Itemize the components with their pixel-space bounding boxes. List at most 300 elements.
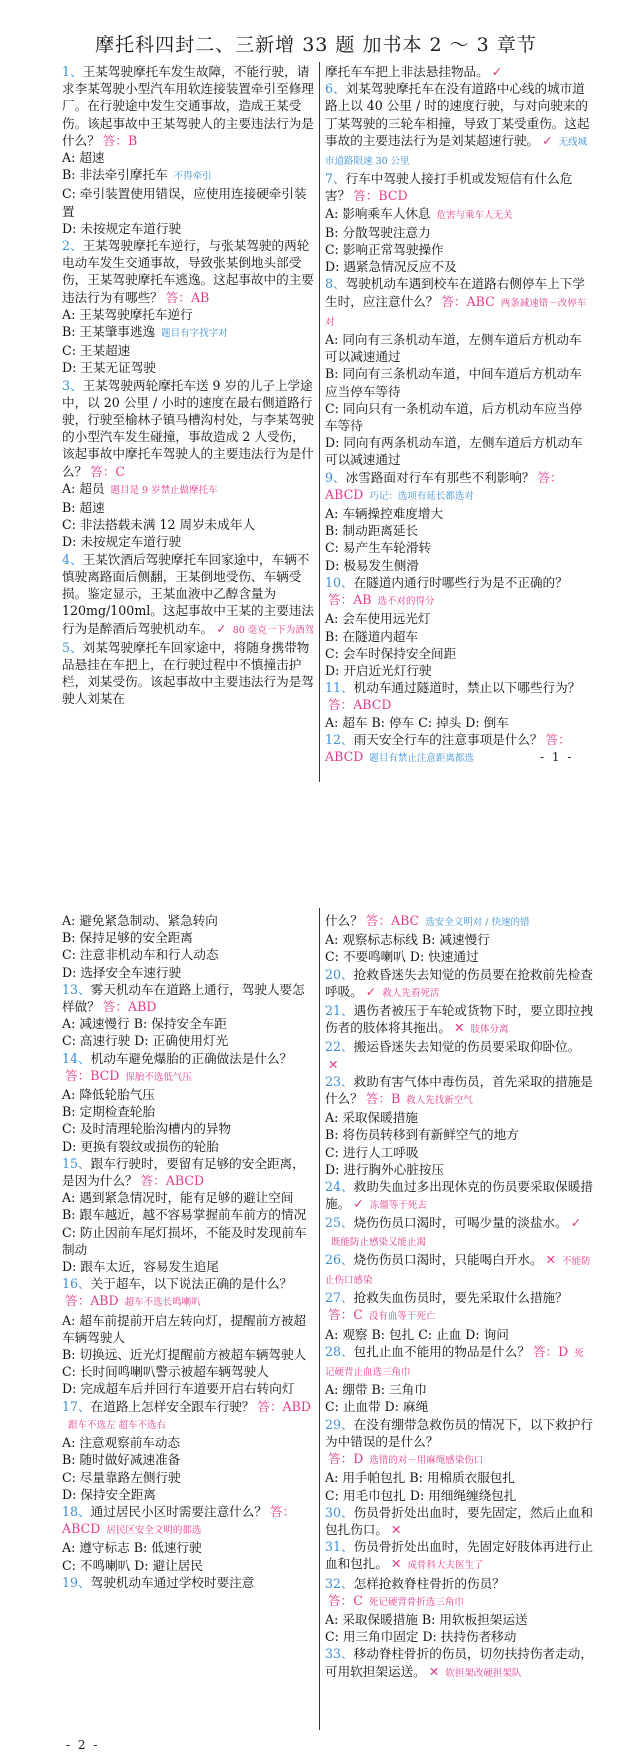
option-text: A: 减速慢行 B: 保持安全车距 bbox=[62, 1016, 227, 1032]
question bbox=[62, 377, 317, 480]
option-text: C: 易产生车轮滑转 bbox=[325, 540, 432, 556]
column-divider bbox=[319, 62, 320, 782]
answer-option bbox=[325, 522, 593, 539]
question-continuation bbox=[325, 1592, 593, 1611]
option-text: A: 超车前提前开启左转向灯，提醒前方被超车辆驾驶人 bbox=[62, 1312, 307, 1345]
question-number: 13、 bbox=[62, 981, 91, 997]
answer-key: 答：ABC bbox=[441, 293, 495, 309]
answer-option bbox=[62, 964, 317, 981]
handwritten-note: 两条减速错－改停车对 bbox=[325, 297, 587, 328]
answer-option bbox=[62, 1380, 317, 1397]
option-text: B: 分散驾驶注意力 bbox=[325, 224, 431, 240]
handwritten-note: 软担架改硬担架队 bbox=[445, 1667, 522, 1679]
question-number: 2、 bbox=[62, 238, 83, 254]
question-text: 什么？ bbox=[325, 913, 363, 928]
answer-option bbox=[325, 628, 593, 645]
answer-key: 答：ABD bbox=[102, 999, 157, 1015]
question bbox=[325, 275, 593, 331]
answer-key: 答：ABCD bbox=[328, 697, 392, 713]
handwritten-note: 保胎不选低气压 bbox=[125, 1071, 192, 1083]
option-text: D: 进行胸外心脏按压 bbox=[325, 1161, 445, 1177]
question-number: 24、 bbox=[325, 1179, 354, 1195]
question-text: 雾天机动车在道路上通行，驾驶人要怎样做？ bbox=[62, 981, 305, 1015]
option-text: C: 不要鸣喇叭 D: 快速通过 bbox=[325, 949, 479, 965]
answer-option bbox=[62, 1451, 317, 1468]
question-number: 12、 bbox=[325, 731, 354, 747]
question-number: 26、 bbox=[325, 1251, 354, 1267]
question-continuation bbox=[325, 63, 593, 80]
answer-option bbox=[62, 516, 317, 533]
page-2 bbox=[0, 862, 632, 1758]
answer-option bbox=[325, 1487, 593, 1504]
option-text: C: 会车时保持安全间距 bbox=[325, 645, 457, 661]
option-text: B: 切换远、近光灯提醒前方被超车辆驾驶人 bbox=[62, 1347, 307, 1363]
option-text: A: 采取保暖措施 bbox=[325, 1110, 418, 1126]
question-number: 18、 bbox=[62, 1503, 91, 1519]
question bbox=[325, 966, 593, 1002]
option-text: D: 未按规定车道行驶 bbox=[62, 534, 182, 550]
handwritten-note: 不能防止伤口感染 bbox=[325, 1255, 591, 1287]
question bbox=[62, 1398, 317, 1434]
answer-option bbox=[325, 224, 593, 241]
question-number: 4、 bbox=[62, 551, 83, 567]
handwritten-note: 选不对的得分 bbox=[377, 596, 435, 608]
answer-option bbox=[62, 1086, 317, 1103]
answer-option bbox=[325, 1326, 593, 1343]
question bbox=[62, 639, 317, 708]
handwritten-note: 跟车不选左 超车不选右 bbox=[68, 1419, 167, 1431]
page1-right-column bbox=[325, 63, 593, 767]
question-number: 8、 bbox=[325, 276, 346, 292]
option-text: C: 不鸣喇叭 D: 避让居民 bbox=[62, 1557, 203, 1573]
question-number: 33、 bbox=[325, 1646, 354, 1662]
question-number: 16、 bbox=[62, 1276, 91, 1292]
answer-option bbox=[325, 1611, 593, 1628]
question-text: 行车中驾驶人接打手机或发短信有什么危害？ bbox=[325, 171, 573, 204]
question-number: 25、 bbox=[325, 1215, 354, 1231]
question-number: 10、 bbox=[325, 574, 354, 590]
question-text: 遇伤者被压于车轮或货物下时，要立即拉拽伤者的肢体将其拖出。 bbox=[325, 1003, 593, 1036]
question-text: 机动车避免爆胎的正确做法是什么？ bbox=[90, 1050, 293, 1066]
option-text: C: 用毛巾包扎 D: 用细绳缠绕包扎 bbox=[325, 1487, 517, 1503]
option-text: B: 随时做好减速准备 bbox=[62, 1452, 181, 1468]
answer-option bbox=[325, 258, 593, 275]
question-number: 27、 bbox=[325, 1290, 354, 1306]
question-text: 包扎止血不能用的物品是什么？ bbox=[353, 1343, 530, 1359]
question-number: 9、 bbox=[325, 469, 346, 485]
answer-option bbox=[62, 342, 317, 359]
question-text: 救助有害气体中毒伤员，首先采取的措施是什么？ bbox=[325, 1073, 593, 1107]
question-number: 15、 bbox=[62, 1155, 91, 1171]
handwritten-note: 居民区安全文明的都选 bbox=[106, 1525, 202, 1537]
answer-key: 答：ABC bbox=[365, 913, 420, 928]
option-text: A: 超车 B: 停车 C: 掉头 D: 倒车 bbox=[325, 714, 509, 730]
answer-key: 答：C bbox=[328, 1592, 363, 1608]
question bbox=[325, 1038, 593, 1072]
correct-mark: ✓ bbox=[491, 64, 503, 79]
option-text: D: 选择安全车速行驶 bbox=[62, 964, 182, 980]
answer-key: 答：B bbox=[365, 1091, 401, 1107]
option-text: A: 会车使用远光灯 bbox=[325, 611, 431, 627]
option-text: C: 长时间鸣喇叭警示被超车辆驾驶人 bbox=[62, 1364, 269, 1380]
option-text: D: 开启近光灯行驶 bbox=[325, 662, 432, 678]
option-text: D: 未按规定车道行驶 bbox=[62, 220, 182, 236]
correct-mark: ✓ bbox=[542, 132, 553, 148]
question-text: 在道路上怎样安全跟车行驶？ bbox=[90, 1398, 255, 1414]
answer-option bbox=[325, 365, 593, 399]
answer-option bbox=[62, 1539, 317, 1556]
answer-key: 答：ABCD bbox=[325, 469, 563, 502]
option-text: A: 绷带 B: 三角巾 bbox=[325, 1382, 427, 1398]
question-continuation bbox=[325, 912, 593, 931]
option-text: B: 跟车越近，越不容易掌握前车前方的情况 bbox=[62, 1207, 307, 1223]
option-text: B: 定期检查轮胎 bbox=[62, 1104, 156, 1120]
option-text: C: 止血带 D: 麻绳 bbox=[325, 1399, 429, 1415]
answer-key: 答：D bbox=[532, 1343, 569, 1359]
correct-mark: ✓ bbox=[353, 1196, 364, 1212]
answer-option bbox=[325, 645, 593, 662]
question bbox=[325, 1178, 593, 1214]
question-text: 伤员骨折处出血时，先固定好肢体再进行止血和包扎。 bbox=[325, 1539, 593, 1572]
question bbox=[325, 1073, 593, 1109]
question-text: 烧伤伤员口渴时，可喝少量的淡盐水。 bbox=[353, 1215, 568, 1231]
correct-mark: ✓ bbox=[365, 983, 377, 999]
answer-key: 答：AB bbox=[328, 592, 372, 608]
option-text: C: 用三角巾固定 D: 扶持伤者移动 bbox=[325, 1629, 517, 1645]
question-text: 机动车通过隧道时，禁止以下哪些行为？ bbox=[353, 680, 581, 696]
answer-option bbox=[325, 539, 593, 556]
question-text: 抢救昏迷失去知觉的伤员要在抢救前先检查呼吸。 bbox=[325, 966, 593, 999]
answer-option bbox=[325, 1161, 593, 1178]
option-text: D: 更换有裂纹或损伤的轮胎 bbox=[62, 1138, 219, 1154]
question-text: 救助失血过多出现休克的伤员要采取保暖措施。 bbox=[325, 1179, 593, 1212]
answer-option bbox=[62, 1346, 317, 1363]
wrong-mark: ✕ bbox=[328, 1056, 339, 1072]
question bbox=[62, 1275, 317, 1311]
answer-option bbox=[325, 610, 593, 627]
handwritten-note: 选安全文明对 / 快速的错 bbox=[425, 917, 530, 928]
handwritten-note: 成骨科大夫医生了 bbox=[407, 1560, 484, 1572]
handwritten-note: 无线城市道路限速 30 公里 bbox=[325, 136, 588, 168]
option-text: A: 遵守标志 B: 低速行驶 bbox=[62, 1540, 202, 1556]
question-number: 5、 bbox=[62, 639, 83, 655]
answer-option bbox=[62, 166, 317, 185]
handwritten-note: 冻僵等于死去 bbox=[369, 1200, 427, 1212]
option-text: C: 非法搭载未满 12 周岁未成年人 bbox=[62, 517, 256, 533]
answer-option bbox=[325, 1126, 593, 1143]
page-number: - 2 - bbox=[66, 1738, 100, 1752]
question bbox=[325, 1289, 593, 1325]
question-number: 7、 bbox=[325, 171, 346, 187]
question bbox=[325, 1645, 593, 1681]
option-text: B: 同向有三条机动车道，中间车道后方机动车应当停车等待 bbox=[325, 366, 582, 399]
answer-option bbox=[62, 359, 317, 376]
question-number: 20、 bbox=[325, 966, 354, 982]
answer-option bbox=[62, 1138, 317, 1155]
option-text: A: 降低轮胎气压 bbox=[62, 1087, 155, 1103]
question-text: 刘某驾驶摩托车回家途中，将随身携带物品悬挂在车把上，在行驶过程中不慎撞击护栏，刘某受伤。该起事故中主要违法行为是驾驶人刘某在 bbox=[62, 639, 314, 707]
handwritten-note: 死记硬背止血选三角巾 bbox=[325, 1347, 584, 1379]
question-text: 王某驾驶摩托车发生故障，不能行驶，请求李某驾驶小型汽车用软连接装置牵引至修理厂。在行驶途中发生交通事故，造成王某受伤。该起事故中王某驾驶人的主要违法行为是什么？ bbox=[62, 64, 314, 148]
option-text: A: 观察标志标线 B: 减速慢行 bbox=[325, 932, 490, 948]
answer-option bbox=[62, 185, 317, 219]
question-text: 搬运昏迷失去知觉的伤员要采取仰卧位。 bbox=[353, 1039, 581, 1055]
wrong-mark: ✕ bbox=[453, 1020, 465, 1036]
answer-option bbox=[62, 1032, 317, 1049]
question bbox=[62, 1155, 317, 1189]
option-text: A: 观察 B: 包扎 C: 止血 D: 询问 bbox=[325, 1326, 509, 1342]
question bbox=[62, 981, 317, 1015]
option-text: A: 王某驾驶摩托车逆行 bbox=[62, 306, 193, 322]
answer-key: 答：D bbox=[328, 1451, 364, 1467]
option-text: A: 避免紧急制动、紧急转向 bbox=[62, 913, 218, 928]
answer-option bbox=[325, 1469, 593, 1486]
answer-option bbox=[62, 929, 317, 946]
question-text: 跟车行驶时，要留有足够的安全距离，是因为什么？ bbox=[62, 1155, 305, 1189]
question-text: 王某饮酒后驾驶摩托车回家途中，车辆不慎驶离路面后侧翻，王某倒地受伤、车辆受损。鉴定显示，王某血液中乙醇含量为 120mg/100ml。这起事故中王某的主要违法行为是醉酒后驾驶机动车。 bbox=[62, 551, 315, 636]
question-text: 王某驾驶两轮摩托车送 9 岁的儿子上学途中，以 20 公里 / 小时的速度在最右侧道路行驶，行驶至榆林子镇马槽沟村处，与李某驾驶的小型汽车发生碰撞，事故造成 2 人受伤，该起事故中摩托车驾驶人的主要违法行为是什么？ bbox=[62, 377, 314, 479]
answer-option bbox=[62, 1189, 317, 1206]
answer-key: 答：BCD bbox=[65, 1067, 120, 1083]
answer-option bbox=[62, 946, 317, 963]
option-text: C: 高速行驶 D: 正确使用灯光 bbox=[62, 1033, 229, 1049]
question-text: 摩托车车把上非法悬挂物品。 bbox=[325, 64, 489, 79]
question bbox=[62, 63, 317, 149]
answer-option bbox=[325, 662, 593, 679]
page2-left-column bbox=[62, 912, 317, 1591]
question-number: 23、 bbox=[325, 1073, 354, 1089]
wrong-mark: ✕ bbox=[390, 1556, 402, 1572]
answer-key: 答：ABCD bbox=[325, 731, 571, 764]
question-text: 移动脊柱骨折的伤员，切勿扶持伤者走动，可用软担架运送。 bbox=[325, 1646, 593, 1679]
question-text: 王某驾驶摩托车逆行，与张某驾驶的两轮电动车发生交通事故，导致张某倒地头部受伤，王某驾驶摩托车逃逸。这起事故中的主要违法行为有哪些？ bbox=[62, 238, 314, 305]
answer-option bbox=[62, 912, 317, 929]
page-number: - 1 - bbox=[540, 750, 574, 764]
question-text: 抢救失血伤员时，要先采取什么措施？ bbox=[353, 1290, 568, 1306]
question-text: 烧伤伤员口渴时，只能喝白开水。 bbox=[353, 1251, 543, 1267]
question-text: 驾驶机动车通过学校时要注意 bbox=[90, 1574, 255, 1590]
question bbox=[325, 469, 593, 505]
answer-option bbox=[62, 499, 317, 516]
question-number: 21、 bbox=[325, 1003, 354, 1019]
option-text: A: 超速 bbox=[62, 150, 105, 166]
option-text: C: 注意非机动车和行人动态 bbox=[62, 947, 219, 963]
answer-option bbox=[325, 434, 593, 468]
option-text: D: 跟车太近，容易发生追尾 bbox=[62, 1259, 219, 1275]
option-text: D: 同向有两条机动车道，左侧车道后方机动车可以减速通过 bbox=[325, 435, 583, 468]
handwritten-note: 救人先看死活 bbox=[382, 987, 440, 999]
option-text: C: 尽量靠路左侧行驶 bbox=[62, 1469, 181, 1485]
answer-key: 答：C bbox=[328, 1307, 363, 1323]
question bbox=[325, 1214, 593, 1250]
option-text: B: 制动距离延长 bbox=[325, 523, 419, 539]
answer-option bbox=[325, 400, 593, 434]
question-number: 11、 bbox=[325, 680, 354, 696]
handwritten-note: 题目有禁止注意距离都选 bbox=[369, 752, 474, 764]
option-text: B: 保持足够的安全距离 bbox=[62, 930, 193, 946]
question-text: 刘某驾驶摩托车在没有道路中心线的城市道路上以 40 公里 / 时的速度行驶，与对向驶来的丁某驾驶的三轮车相撞，导致丁某受重伤。这起事故的主要违法行为是刘某超速行驶。 bbox=[325, 81, 590, 148]
question-number: 30、 bbox=[325, 1504, 354, 1520]
answer-option bbox=[325, 241, 593, 258]
question bbox=[325, 1575, 593, 1592]
option-text: D: 遇紧急情况反应不及 bbox=[325, 259, 457, 275]
answer-option bbox=[62, 480, 317, 499]
option-text: A: 用手帕包扎 B: 用棉质衣服包扎 bbox=[325, 1470, 515, 1486]
answer-option bbox=[325, 1381, 593, 1398]
question-text: 冰雪路面对行车有那些不利影响？ bbox=[345, 469, 535, 485]
question-text: 驾驶机动车遇到校车在道路右侧停车上下学生时，应注意什么？ bbox=[325, 276, 585, 309]
answer-option bbox=[62, 1434, 317, 1451]
handwritten-note: 肢体分离 bbox=[470, 1024, 509, 1036]
option-text: A: 影响乘车人休息 bbox=[325, 205, 431, 221]
correct-mark: ✓ bbox=[570, 1215, 582, 1231]
question bbox=[325, 1538, 593, 1574]
option-text: C: 王某超速 bbox=[62, 343, 131, 359]
question bbox=[325, 574, 593, 610]
question-text: 雨天安全行车的注意事项是什么？ bbox=[353, 731, 543, 747]
option-text: D: 保持安全距离 bbox=[62, 1486, 156, 1502]
option-text: D: 完成超车后并回行车道要开启右转向灯 bbox=[62, 1381, 295, 1397]
question-number: 1、 bbox=[62, 64, 83, 79]
answer-option bbox=[62, 149, 317, 166]
question-text: 在隧道内通行时哪些行为是不正确的？ bbox=[353, 574, 568, 590]
wrong-mark: ✕ bbox=[545, 1251, 557, 1267]
answer-option bbox=[325, 331, 593, 365]
option-text: B: 超速 bbox=[62, 500, 105, 516]
answer-option bbox=[62, 1224, 317, 1258]
answer-option bbox=[62, 1486, 317, 1503]
answer-option bbox=[325, 1628, 593, 1645]
option-text: A: 注意观察前车动态 bbox=[62, 1435, 181, 1451]
answer-key: 答：C bbox=[90, 463, 126, 479]
question-text: 怎样抢救脊柱骨折的伤员？ bbox=[353, 1575, 505, 1591]
question-number: 31、 bbox=[325, 1539, 354, 1555]
answer-option bbox=[62, 220, 317, 237]
handwritten-note: 题目是 9 岁禁止做摩托车 bbox=[110, 484, 218, 496]
answer-option bbox=[62, 533, 317, 550]
question-number: 17、 bbox=[62, 1398, 91, 1414]
question bbox=[325, 1251, 593, 1289]
answer-key: 答：BCD bbox=[353, 188, 408, 204]
question-number: 3、 bbox=[62, 377, 83, 393]
wrong-mark: ✕ bbox=[390, 1521, 402, 1537]
answer-key: 答：ABCD bbox=[140, 1173, 205, 1189]
handwritten-note: 选错的对－用麻绳感染伤口 bbox=[369, 1455, 484, 1467]
answer-option bbox=[325, 1144, 593, 1161]
answer-option bbox=[325, 714, 593, 731]
answer-option bbox=[325, 948, 593, 965]
question-number: 22、 bbox=[325, 1039, 354, 1055]
option-text: C: 防止因前车尾灯损坏，不能及时发现前车制动 bbox=[62, 1224, 307, 1257]
option-text: C: 及时清理轮胎沟槽内的异物 bbox=[62, 1121, 232, 1137]
question bbox=[62, 1503, 317, 1539]
answer-option bbox=[325, 931, 593, 948]
question-continuation bbox=[325, 1450, 593, 1469]
question-text: 通过居民小区时需要注意什么？ bbox=[90, 1503, 267, 1519]
question-number: 19、 bbox=[62, 1574, 91, 1590]
option-text: D: 极易发生侧滑 bbox=[325, 557, 419, 573]
option-text: C: 进行人工呼吸 bbox=[325, 1144, 419, 1160]
option-text: A: 采取保暖措施 B: 用软板担架运送 bbox=[325, 1611, 528, 1627]
question bbox=[325, 1416, 593, 1450]
answer-option bbox=[62, 1103, 317, 1120]
question bbox=[325, 170, 593, 204]
answer-option bbox=[62, 1206, 317, 1223]
question bbox=[325, 1343, 593, 1381]
answer-option bbox=[325, 1398, 593, 1415]
answer-option bbox=[62, 1015, 317, 1032]
answer-key: 答：ABD bbox=[65, 1293, 119, 1309]
document-title: 摩托科四封二、三新增 33 题 加书本 2 ～ 3 章节 bbox=[95, 34, 537, 56]
answer-key: 答：B bbox=[102, 132, 138, 148]
question bbox=[325, 679, 593, 713]
question bbox=[62, 551, 317, 639]
handwritten-note: 不得牵引 bbox=[173, 171, 212, 183]
option-text: C: 影响正常驾驶操作 bbox=[325, 242, 444, 258]
option-text: A: 同向有三条机动车道，左侧车道后方机动车可以减速通过 bbox=[325, 332, 582, 365]
answer-option bbox=[62, 1363, 317, 1380]
handwritten-note: 超车不选长鸣喇叭 bbox=[124, 1297, 201, 1309]
handwritten-note: 既能防止感染又能止渴 bbox=[331, 1236, 427, 1248]
answer-option bbox=[62, 1312, 317, 1346]
answer-key: 答：ABCD bbox=[62, 1503, 296, 1537]
question bbox=[62, 1574, 317, 1591]
option-text: C: 同向只有一条机动车道，后方机动车应当停车等待 bbox=[325, 400, 583, 434]
question bbox=[325, 80, 593, 170]
question-number: 6、 bbox=[325, 81, 346, 97]
option-text: B: 王某肇事逃逸 bbox=[62, 324, 156, 340]
question-number: 32、 bbox=[325, 1575, 354, 1591]
page2-right-column bbox=[325, 912, 593, 1682]
question bbox=[62, 1050, 317, 1086]
question-text: 伤员骨折处出血时，要先固定，然后止血和包扎伤口。 bbox=[325, 1504, 593, 1537]
answer-option bbox=[62, 1258, 317, 1275]
handwritten-note: 救人先找新空气 bbox=[406, 1095, 473, 1107]
answer-option bbox=[325, 205, 593, 224]
question-text: 关于超车，以下说法正确的是什么？ bbox=[90, 1276, 293, 1292]
wrong-mark: ✕ bbox=[428, 1663, 440, 1679]
option-text: B: 在隧道内超车 bbox=[325, 628, 419, 644]
answer-option bbox=[62, 306, 317, 323]
option-text: A: 车辆操控难度增大 bbox=[325, 506, 444, 522]
answer-option bbox=[325, 1109, 593, 1126]
answer-key: 答：ABD bbox=[257, 1398, 311, 1414]
question-number: 28、 bbox=[325, 1343, 354, 1359]
option-text: B: 将伤员转移到有新鲜空气的地方 bbox=[325, 1127, 519, 1143]
handwritten-note: 巧记：选项有延长都选对 bbox=[369, 490, 474, 502]
question-text: 在没有绷带急救伤员的情况下，以下救护行为中错误的是什么？ bbox=[325, 1416, 593, 1449]
option-text: A: 超员 bbox=[62, 480, 105, 496]
question bbox=[325, 1002, 593, 1038]
answer-option bbox=[62, 1469, 317, 1486]
answer-option bbox=[325, 557, 593, 574]
correct-mark: ✓ bbox=[216, 620, 227, 636]
option-text: B: 非法牵引摩托车 bbox=[62, 167, 168, 183]
answer-option bbox=[62, 323, 317, 342]
answer-option bbox=[325, 505, 593, 522]
handwritten-note: 没有血等于死亡 bbox=[368, 1311, 436, 1323]
question-number: 14、 bbox=[62, 1050, 91, 1066]
option-text: C: 牵引装置使用错误，应使用连接硬牵引装置 bbox=[62, 186, 307, 219]
column-divider bbox=[319, 908, 320, 1730]
handwritten-note: 死记硬背骨折选三角巾 bbox=[368, 1596, 464, 1608]
page1-left-column bbox=[62, 63, 317, 708]
answer-key: 答：AB bbox=[165, 289, 210, 305]
question bbox=[62, 237, 317, 306]
answer-option bbox=[62, 1120, 317, 1137]
answer-option bbox=[62, 1557, 317, 1574]
option-text: D: 王某无证驾驶 bbox=[62, 360, 156, 376]
